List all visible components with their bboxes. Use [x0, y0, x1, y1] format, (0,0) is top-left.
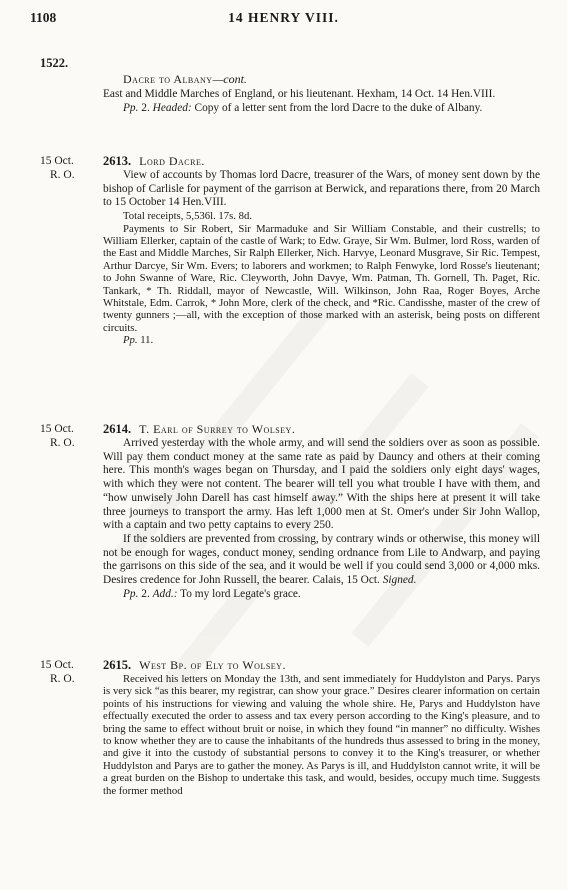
entry-title: Lord Dacre. [139, 154, 205, 168]
page-number: 1108 [30, 10, 57, 25]
continuation-heading [103, 72, 540, 87]
entry-heading [103, 658, 540, 673]
entry-heading [103, 422, 540, 437]
continuation-text: East and Middle Marches of England, or his lieutenant. Hexham, 14 Oct. 14 Hen.VIII. [103, 88, 496, 100]
entry-paragraph: Received his letters on Monday the 13th, and sent immediately for Huddylston and Parys. Parys is very sick “as this bearer, my registrar, can show your grace.” Desires clearer information on certain points of his instructions for viewing and valuing the whole shire. He, Parys and Huddylston have effectually executed the order to assess and tax every person according to the King's pleasure, and to bring the same to effect without bruit or noise, in which they found “in manner” no difficulty. Wishes to know whether they are to cause the inhabitants of the hundreds thus assessed to bring in the money, and give it into the custody of substantial persons to convey it to the King's treasurer, or whether Huddylston and Parys are to gather the money. As Parys is ill, and Huddylston cannot write, it will be a great burden on the Bishop to undertake this task, and would, besides, occupy much time. Suggests the former method [103, 673, 540, 797]
entry-source: R. O. [50, 169, 75, 181]
running-title: 14 HENRY VIII. [228, 10, 339, 25]
entry-heading [103, 154, 540, 169]
entry-title: T. Earl of Surrey to Wolsey. [139, 422, 296, 436]
entry-number: 2614. [103, 422, 132, 436]
entry-number: 2613. [103, 154, 132, 168]
page-header [0, 10, 567, 30]
entry-date: 15 Oct. [40, 423, 74, 435]
entry-2613-margin [40, 154, 100, 182]
entry-date: 15 Oct. [40, 659, 74, 671]
entry-total: Total receipts, 5,536l. 17s. 8d. [123, 210, 252, 223]
entry-paragraph: Arrived yesterday with the whole army, and will send the soldiers over as soon as possible. Will pay them conduct money at the same rate as paid by Dauncy and others at their coming here. This month's wages began on Thursday, and I paid the soldiers only eight days' wages, with which they were not content. The bearer will tell you what trouble I have with them, and “how unwisely John Darell has cast himself away.” With the ships here at present it will take three journeys to transport the army. Has left 1,000 men at St. Omer's under Sir John Wallop, with a captain and two petty captains to every 250. [103, 437, 540, 532]
continuation-title: Dacre to Albany [123, 72, 213, 86]
continuation-note: Pp. 2. Headed: Copy of a letter sent from the lord Dacre to the duke of Albany. [123, 101, 483, 114]
entry-pages: Pp. 2. Add.: To my lord Legate's grace. [123, 587, 301, 600]
entry-pages: Pp. 11. [123, 334, 154, 347]
entry-2614 [103, 422, 540, 601]
entry-paragraph: If the soldiers are prevented from crossing, by contrary winds or otherwise, this money will not be enough for wages, conduct money, sending ordnance from Lile to Andwarp, and paying the garrisons on this side of the sea, and it would be well if you could send 3,000 or 4,000 mks. Desires credence for John Russell, the bearer. Calais, 15 Oct. Signed. [103, 532, 540, 587]
entry-paragraph: View of accounts by Thomas lord Dacre, treasurer of the Wars, of money sent down by the bishop of Carlisle for payment of the garrison at Berwick, and reparations there, from 20 March to 15 October 14 Hen.VIII. [103, 169, 540, 209]
continuation-block [103, 72, 540, 115]
entry-source: R. O. [50, 437, 75, 449]
entry-2613 [103, 154, 540, 347]
entry-paragraph: Payments to Sir Robert, Sir Marmaduke and Sir William Constable, and their custrells; to William Ellerker, captain of the castle of Wark; to Edw. Graye, Sir Wm. Bulmer, lord Ross, warden of the East and Middle Marches, Sir Ralph Ellerker, Nich. Harvye, Leonard Musgrave, Sir Ric. Tempest, Arthur Darcye, Sir Wm. Evers; to laborers and workmen; to Ralph Fenwyke, lord Rosse's lieutenant; to John Swanne of Ware, Ric. Cleyworth, John Davye, Wm. Patman, Th. Gornell, Th. Paget, Ric. Tankark, * Th. Riddall, mayor of Newcastle, Will. Wilkinson, John Raa, Roger Boyes, Arche Whitstale, Edm. Carrok, * John More, clerk of the check, and *Ric. Candisshe, master of the crew of twenty gunners ;—all, with the exception of those marked with an asterisk, being posts on different circuits. [103, 222, 540, 334]
continuation-cont: —cont. [212, 72, 247, 86]
entry-2615 [103, 658, 540, 797]
entry-2614-margin [40, 422, 100, 450]
entry-number: 2615. [103, 658, 132, 672]
entry-2615-margin [40, 658, 100, 686]
entry-date: 15 Oct. [40, 155, 74, 167]
year-marker: 1522. [40, 56, 69, 70]
entry-title: West Bp. of Ely to Wolsey. [139, 658, 286, 672]
entry-source: R. O. [50, 673, 75, 685]
